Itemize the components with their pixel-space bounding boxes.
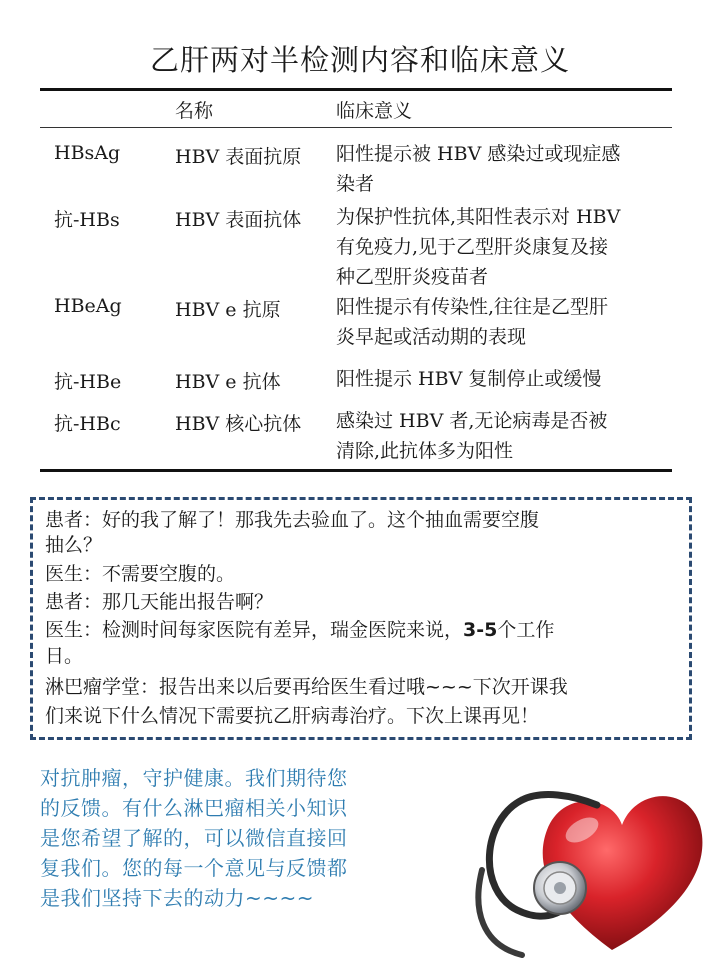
table-header: [40, 96, 672, 122]
page-title: 乙肝两对半检测内容和临床意义: [149, 43, 570, 77]
dialog-line: 抽么？: [45, 534, 103, 556]
row-meaning: [336, 406, 666, 466]
meaning-line: 清除,此抗体多为阳性: [336, 440, 514, 462]
meaning-line: 阳性提示有传染性,往往是乙型肝: [336, 296, 609, 318]
dialog-line: 日。: [45, 645, 84, 667]
row-code: 抗-HBe: [54, 371, 122, 393]
dialog-line: 患者：那几天能出报告啊？: [45, 591, 274, 613]
row-code: HBeAg: [54, 295, 122, 317]
footer-line: 是我们坚持下去的动力~~~~: [40, 886, 315, 910]
row-name: HBV 核心抗体: [175, 413, 302, 435]
row-meaning: [336, 202, 666, 292]
row-name: HBV e 抗原: [175, 299, 281, 321]
footer-line: 是您希望了解的，可以微信直接回: [40, 826, 348, 850]
meaning-line: 种乙型肝炎疫苗者: [336, 266, 489, 288]
dialog-bold-days: 3-5: [463, 619, 498, 641]
dialog-line: 患者：好的我了解了！那我先去验血了。这个抽血需要空腹: [45, 509, 540, 531]
row-meaning: [336, 139, 666, 199]
table-bottom-rule: [40, 469, 672, 472]
meaning-line: 炎早起或活动期的表现: [336, 326, 527, 348]
heart-stethoscope-image: [462, 760, 720, 960]
dialog-text: 医生：检测时间每家医院有差异，瑞金医院来说，: [45, 619, 464, 641]
table-top-rule: [40, 88, 672, 91]
footer-line: 的反馈。有什么淋巴瘤相关小知识: [40, 796, 348, 820]
dialog-line: 医生：不需要空腹的。: [45, 563, 236, 585]
row-name: HBV e 抗体: [175, 371, 281, 393]
dialog-box: [30, 497, 692, 740]
row-name: HBV 表面抗原: [175, 146, 302, 168]
row-code: 抗-HBc: [54, 413, 121, 435]
meaning-line: 为保护性抗体,其阳性表示对 HBV: [336, 206, 621, 228]
dialog-line-report-time: [45, 618, 685, 643]
footer-line: 对抗肿瘤，守护健康。我们期待您: [40, 766, 348, 790]
meaning-line: 感染过 HBV 者,无论病毒是否被: [336, 410, 608, 432]
header-name: 名称: [175, 100, 214, 122]
header-meaning: 临床意义: [336, 100, 413, 122]
row-code: HBsAg: [54, 142, 121, 164]
dialog-text: 个工作: [497, 619, 555, 641]
meaning-line: 染者: [336, 173, 375, 195]
row-code: 抗-HBs: [54, 209, 120, 231]
dialog-line: 淋巴瘤学堂：报告出来以后要再给医生看过哦~~~下次开课我: [45, 676, 568, 698]
dialog-line: 们来说下什么情况下需要抗乙肝病毒治疗。下次上课再见！: [45, 705, 540, 727]
table-header-rule: [40, 127, 672, 128]
row-name: HBV 表面抗体: [175, 209, 302, 231]
row-meaning: [336, 364, 666, 394]
footer-line: 复我们。您的每一个意见与反馈都: [40, 856, 348, 880]
meaning-line: 阳性提示 HBV 复制停止或缓慢: [336, 368, 602, 390]
meaning-line: 阳性提示被 HBV 感染过或现症感: [336, 143, 621, 165]
row-meaning: [336, 292, 666, 352]
meaning-line: 有免疫力,见于乙型肝炎康复及接: [336, 236, 609, 258]
footer-message: [40, 763, 460, 913]
heart-stethoscope-icon: [462, 760, 720, 960]
